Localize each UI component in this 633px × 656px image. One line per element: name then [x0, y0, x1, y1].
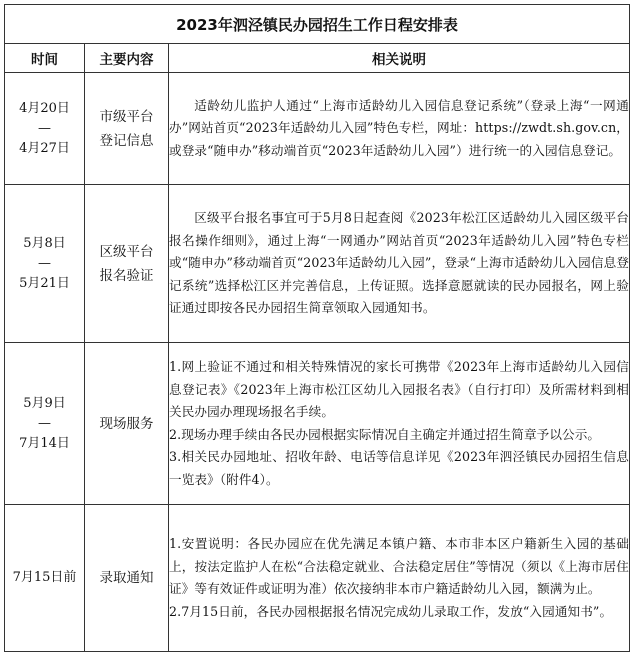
- table-row: [5, 343, 630, 505]
- description-cell: [169, 343, 630, 505]
- date-start: 5月8日: [23, 235, 66, 251]
- description-cell: [169, 185, 630, 343]
- date-end: 5月21日: [19, 275, 70, 291]
- header-content: 主要内容: [85, 44, 169, 73]
- date-start: 5月9日: [23, 395, 66, 411]
- table-row: [5, 73, 630, 185]
- item-cell: [85, 185, 169, 343]
- description-paragraph: 3.相关民办园地址、招收年龄、电话等信息详见《2023年泗泾镇民办园招生信息一览表》（附件4）。: [169, 449, 629, 487]
- item-cell: [85, 73, 169, 185]
- date-cell: [5, 505, 85, 652]
- date-start: 7月15日前: [12, 570, 77, 585]
- date-end: 4月27日: [19, 140, 70, 156]
- date-dash: —: [38, 120, 51, 136]
- description-paragraph: 适龄幼儿监护人通过“上海市适龄幼儿入园信息登记系统”（登录上海“一网通办”网站首页“2023年适龄幼儿入园”特色专栏，网址：https://zwdt.sh.gov.cn，或登录“随申办”移动端首页“2023年适龄幼儿入园”）进行统一的入园信息登记。: [169, 97, 629, 158]
- item-line: 登记信息: [99, 132, 154, 149]
- description-paragraph: 2.现场办理手续由各民办园根据实际情况自主确定并通过招生简章予以公示。: [169, 426, 601, 442]
- header-time: 时间: [5, 44, 85, 73]
- item-cell: [85, 343, 169, 505]
- date-cell: [5, 73, 85, 185]
- item-line: 现场服务: [99, 415, 154, 432]
- item-line: 区级平台: [99, 243, 154, 260]
- item-line: 报名验证: [99, 267, 154, 284]
- description-paragraph: 1.安置说明：各民办园应在优先满足本镇户籍、本市非本区户籍新生入园的基础上，按法定监护人在松“合法稳定就业、合法稳定居住”等情况（须以《上海市居住证》等有效证件或证明为准）依次接纳非本市户籍适龄幼儿入园，额满为止。: [169, 536, 629, 596]
- table-row: [5, 505, 630, 652]
- description-paragraph: 2.7月15日前，各民办园根据报名情况完成幼儿录取工作，发放“入园通知书”。: [169, 603, 613, 619]
- date-end: 7月14日: [19, 435, 70, 451]
- table-title: 2023年泗泾镇民办园招生工作日程安排表: [5, 5, 630, 44]
- description-paragraph: 1.网上验证不通过和相关特殊情况的家长可携带《2023年上海市适龄幼儿入园信息登记表》《2023年上海市松江区幼儿入园报名表》（自行打印）及所需材料到相关民办园办理现场报名手续。: [169, 359, 629, 419]
- date-cell: [5, 343, 85, 505]
- date-cell: [5, 185, 85, 343]
- date-start: 4月20日: [19, 100, 70, 116]
- header-description: 相关说明: [169, 44, 630, 73]
- table-row: [5, 185, 630, 343]
- header-row: [5, 44, 630, 73]
- date-dash: —: [38, 255, 51, 271]
- description-paragraph: 区级平台报名事宜可于5月8日起查阅《2023年松江区适龄幼儿入园区级平台报名操作细则》，通过上海“一网通办”网站首页“2023年适龄幼儿入园”特色专栏或“随申办”移动端首页“2023年适龄幼儿入园”，登录“上海市适龄幼儿入园信息登记系统”选择松江区并完善信息，上传证照。选择意愿就读的民办园报名，网上验证通过即按各民办园招生简章领取入园通知书。: [169, 210, 629, 316]
- date-dash: —: [38, 415, 51, 431]
- schedule-table: [4, 4, 630, 652]
- description-cell: [169, 73, 630, 185]
- item-line: 市级平台: [99, 108, 154, 125]
- item-line: 录取通知: [99, 570, 154, 586]
- item-cell: [85, 505, 169, 652]
- description-cell: [169, 505, 630, 652]
